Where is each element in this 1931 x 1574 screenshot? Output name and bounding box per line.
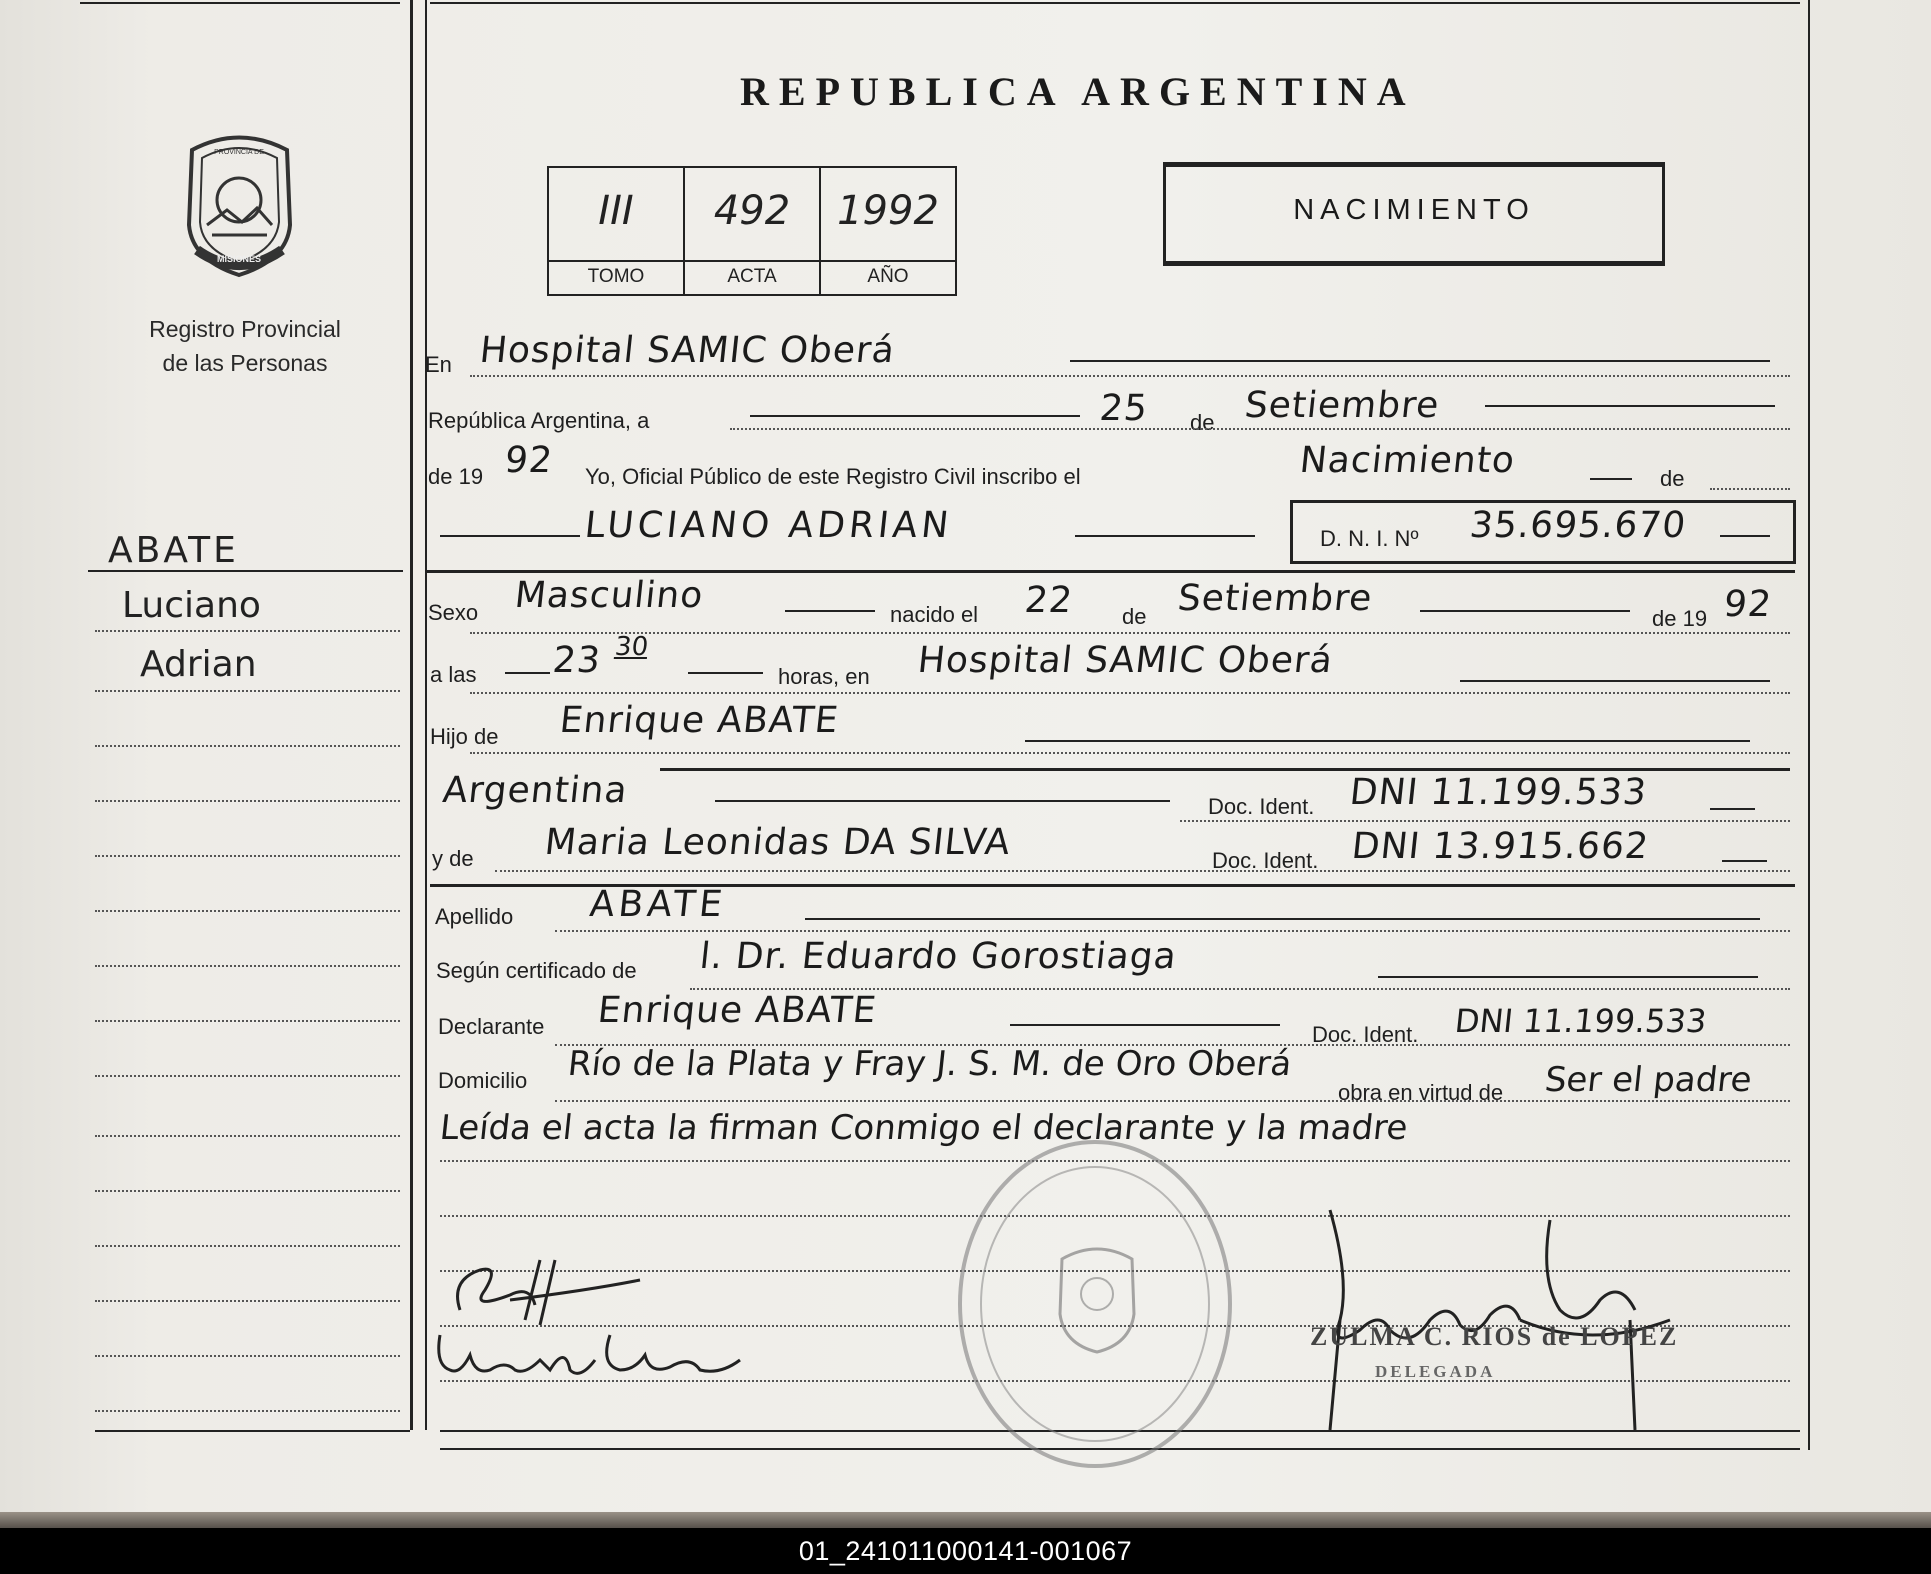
year-value: 92 — [502, 440, 555, 481]
margin-dotted-line — [95, 690, 400, 692]
mother-name: Maria Leonidas DA SILVA — [542, 822, 1013, 863]
obra-label: obra en virtud de — [1338, 1080, 1504, 1105]
alas-label: a las — [430, 662, 477, 687]
segun-label: Según certificado de — [436, 958, 637, 983]
dni-value: 35.695.670 — [1467, 505, 1689, 546]
yde-label: y de — [432, 846, 474, 871]
birth-month-rule — [1420, 610, 1630, 612]
hijo-dotted — [470, 752, 1790, 754]
margin-dotted-line — [95, 855, 400, 857]
page-edge — [0, 1512, 1931, 1528]
father-doc: DNI 11.199.533 — [1347, 772, 1649, 813]
act-value: Nacimiento — [1297, 440, 1518, 481]
republica-label: República Argentina, a — [428, 408, 650, 433]
minute-value: 30 — [613, 632, 650, 662]
registry-label-line1: Registro Provincial — [149, 316, 341, 342]
de-label: de — [1190, 410, 1215, 435]
child-name: LUCIANO ADRIAN — [582, 505, 955, 546]
margin-dotted-line — [95, 1300, 400, 1302]
name-rule-right — [1075, 535, 1255, 537]
left-column-border — [410, 0, 413, 1430]
margin-dotted-line — [95, 745, 400, 747]
margin-dotted-line — [95, 800, 400, 802]
official-stamp — [958, 1140, 1232, 1468]
margin-dotted-line — [95, 1075, 400, 1077]
doc-label-mother: Doc. Ident. — [1212, 848, 1319, 873]
apellido-value: ABATE — [587, 884, 729, 925]
name-rule-left — [440, 535, 580, 537]
en-rule — [1070, 360, 1770, 362]
father-nationality: Argentina — [440, 770, 630, 811]
sexo-rule — [785, 610, 875, 612]
margin-dotted-line — [95, 1410, 400, 1412]
margin-dotted-line — [95, 1245, 400, 1247]
tomo-value: III — [598, 188, 634, 234]
anio-label: AÑO — [821, 260, 955, 288]
certificate-rule — [1378, 976, 1758, 978]
hijo-label: Hijo de — [430, 724, 499, 749]
acta-cell — [685, 168, 821, 294]
en-value: Hospital SAMIC Oberá — [477, 330, 898, 371]
acta-value: 492 — [713, 188, 791, 234]
seal-text-top: PROVINCIA DE — [214, 149, 264, 156]
hour-rule-right — [688, 672, 763, 674]
main-column-border — [425, 0, 427, 1430]
top-rule-left — [80, 2, 400, 4]
de2-dotted — [1710, 488, 1790, 490]
tomo-cell — [549, 168, 685, 294]
obra-value: Ser el padre — [1542, 1060, 1754, 1100]
en-dotted — [470, 375, 1790, 377]
provincial-seal-icon — [172, 130, 307, 280]
father-doc-rule — [1710, 808, 1755, 810]
seal-text-bottom: MISIONES — [216, 254, 262, 264]
margin-given-name-2: Adrian — [140, 644, 257, 685]
acta-label: ACTA — [685, 260, 819, 288]
birth-year: 92 — [1721, 584, 1774, 625]
tomo-label: TOMO — [549, 260, 683, 288]
republica-dotted — [730, 428, 1790, 430]
anio-cell — [821, 168, 955, 294]
margin-dotted-line — [95, 1135, 400, 1137]
dni-rule — [1720, 535, 1770, 537]
act-rule — [1590, 478, 1632, 480]
anio-value: 1992 — [837, 188, 939, 234]
section-rule-1 — [425, 570, 1795, 573]
apellido-dotted — [555, 930, 1790, 932]
registry-label-line2: de las Personas — [162, 350, 328, 376]
closing-text: Leída el acta la firman Conmigo el declarante y la madre — [437, 1108, 1410, 1148]
birth-place-rule — [1460, 680, 1770, 682]
month-rule — [1485, 405, 1775, 407]
margin-dotted-line — [95, 1190, 400, 1192]
day-value: 25 — [1097, 388, 1150, 429]
month-value: Setiembre — [1242, 385, 1442, 426]
doc-label-declarante: Doc. Ident. — [1312, 1022, 1419, 1047]
stamp-emblem-icon — [1052, 1244, 1142, 1354]
horas-label: horas, en — [778, 664, 870, 689]
nationality-rule — [715, 800, 1170, 802]
sexo-label: Sexo — [428, 600, 479, 625]
margin-dotted-line — [95, 1020, 400, 1022]
mother-dotted — [495, 870, 1790, 872]
domicilio-value: Río de la Plata y Fray J. S. M. de Oro Oberá — [565, 1044, 1294, 1084]
father-name: Enrique ABATE — [557, 700, 841, 741]
declarante-label: Declarante — [438, 1014, 545, 1039]
de19-label: de 19 — [428, 464, 484, 489]
margin-surname: ABATE — [108, 530, 239, 571]
domicilio-label: Domicilio — [438, 1068, 528, 1093]
de-label-3: de — [1122, 604, 1147, 629]
doc-label-father: Doc. Ident. — [1208, 794, 1315, 819]
page-title: REPUBLICA ARGENTINA — [740, 69, 1416, 114]
birth-place: Hospital SAMIC Oberá — [915, 640, 1336, 681]
mother-doc: DNI 13.915.662 — [1349, 826, 1651, 867]
official-typed-title: DELEGADA — [1375, 1362, 1496, 1381]
sexo-dotted — [470, 632, 1790, 634]
declarante-value: Enrique ABATE — [595, 990, 879, 1031]
apellido-label: Apellido — [435, 904, 514, 929]
registry-label — [110, 312, 380, 380]
father-rule — [1025, 740, 1750, 742]
certificate-value: l. Dr. Eduardo Gorostiaga — [697, 936, 1179, 977]
dni-label: D. N. I. Nº — [1320, 526, 1419, 551]
nacido-label: nacido el — [890, 602, 979, 627]
birth-month: Setiembre — [1175, 578, 1375, 619]
margin-bottom-rule — [95, 1430, 410, 1432]
domicilio-dotted — [555, 1100, 1790, 1102]
margin-given-name-1: Luciano — [122, 585, 261, 626]
record-type-box: NACIMIENTO — [1163, 162, 1665, 266]
mother-doc-rule — [1722, 860, 1767, 862]
father-doc-dotted — [1180, 820, 1790, 822]
official-typed-name: ZULMA C. RIOS de LOPEZ — [1310, 1322, 1679, 1351]
declarante-doc: DNI 11.199.533 — [1453, 1002, 1709, 1040]
birth-day: 22 — [1022, 580, 1075, 621]
day-rule — [750, 415, 1080, 417]
margin-dotted-line — [95, 1355, 400, 1357]
declarante-rule — [1010, 1024, 1280, 1026]
mother-signature-icon — [430, 1315, 770, 1395]
margin-dotted-line — [95, 910, 400, 912]
de19-label-2: de 19 — [1652, 606, 1708, 631]
margin-dotted-line — [95, 630, 400, 632]
section-rule-2 — [660, 768, 1790, 771]
yo-text: Yo, Oficial Público de este Registro Civil inscribo el — [585, 464, 1081, 489]
right-border — [1808, 0, 1810, 1450]
en-label: En — [425, 352, 452, 377]
de-label-2: de — [1660, 466, 1685, 491]
official-signature-icon — [1290, 1200, 1710, 1440]
hour-value: 23 — [550, 640, 603, 681]
alas-dotted — [470, 692, 1790, 694]
margin-surname-rule — [88, 570, 403, 572]
margin-dotted-line — [95, 965, 400, 967]
apellido-rule — [805, 918, 1760, 920]
hour-rule-left — [505, 672, 550, 674]
sexo-value: Masculino — [512, 575, 706, 616]
top-rule-right — [430, 2, 1800, 4]
image-id-caption: 01_241011000141-001067 — [0, 1528, 1931, 1574]
record-number-box — [547, 166, 957, 296]
